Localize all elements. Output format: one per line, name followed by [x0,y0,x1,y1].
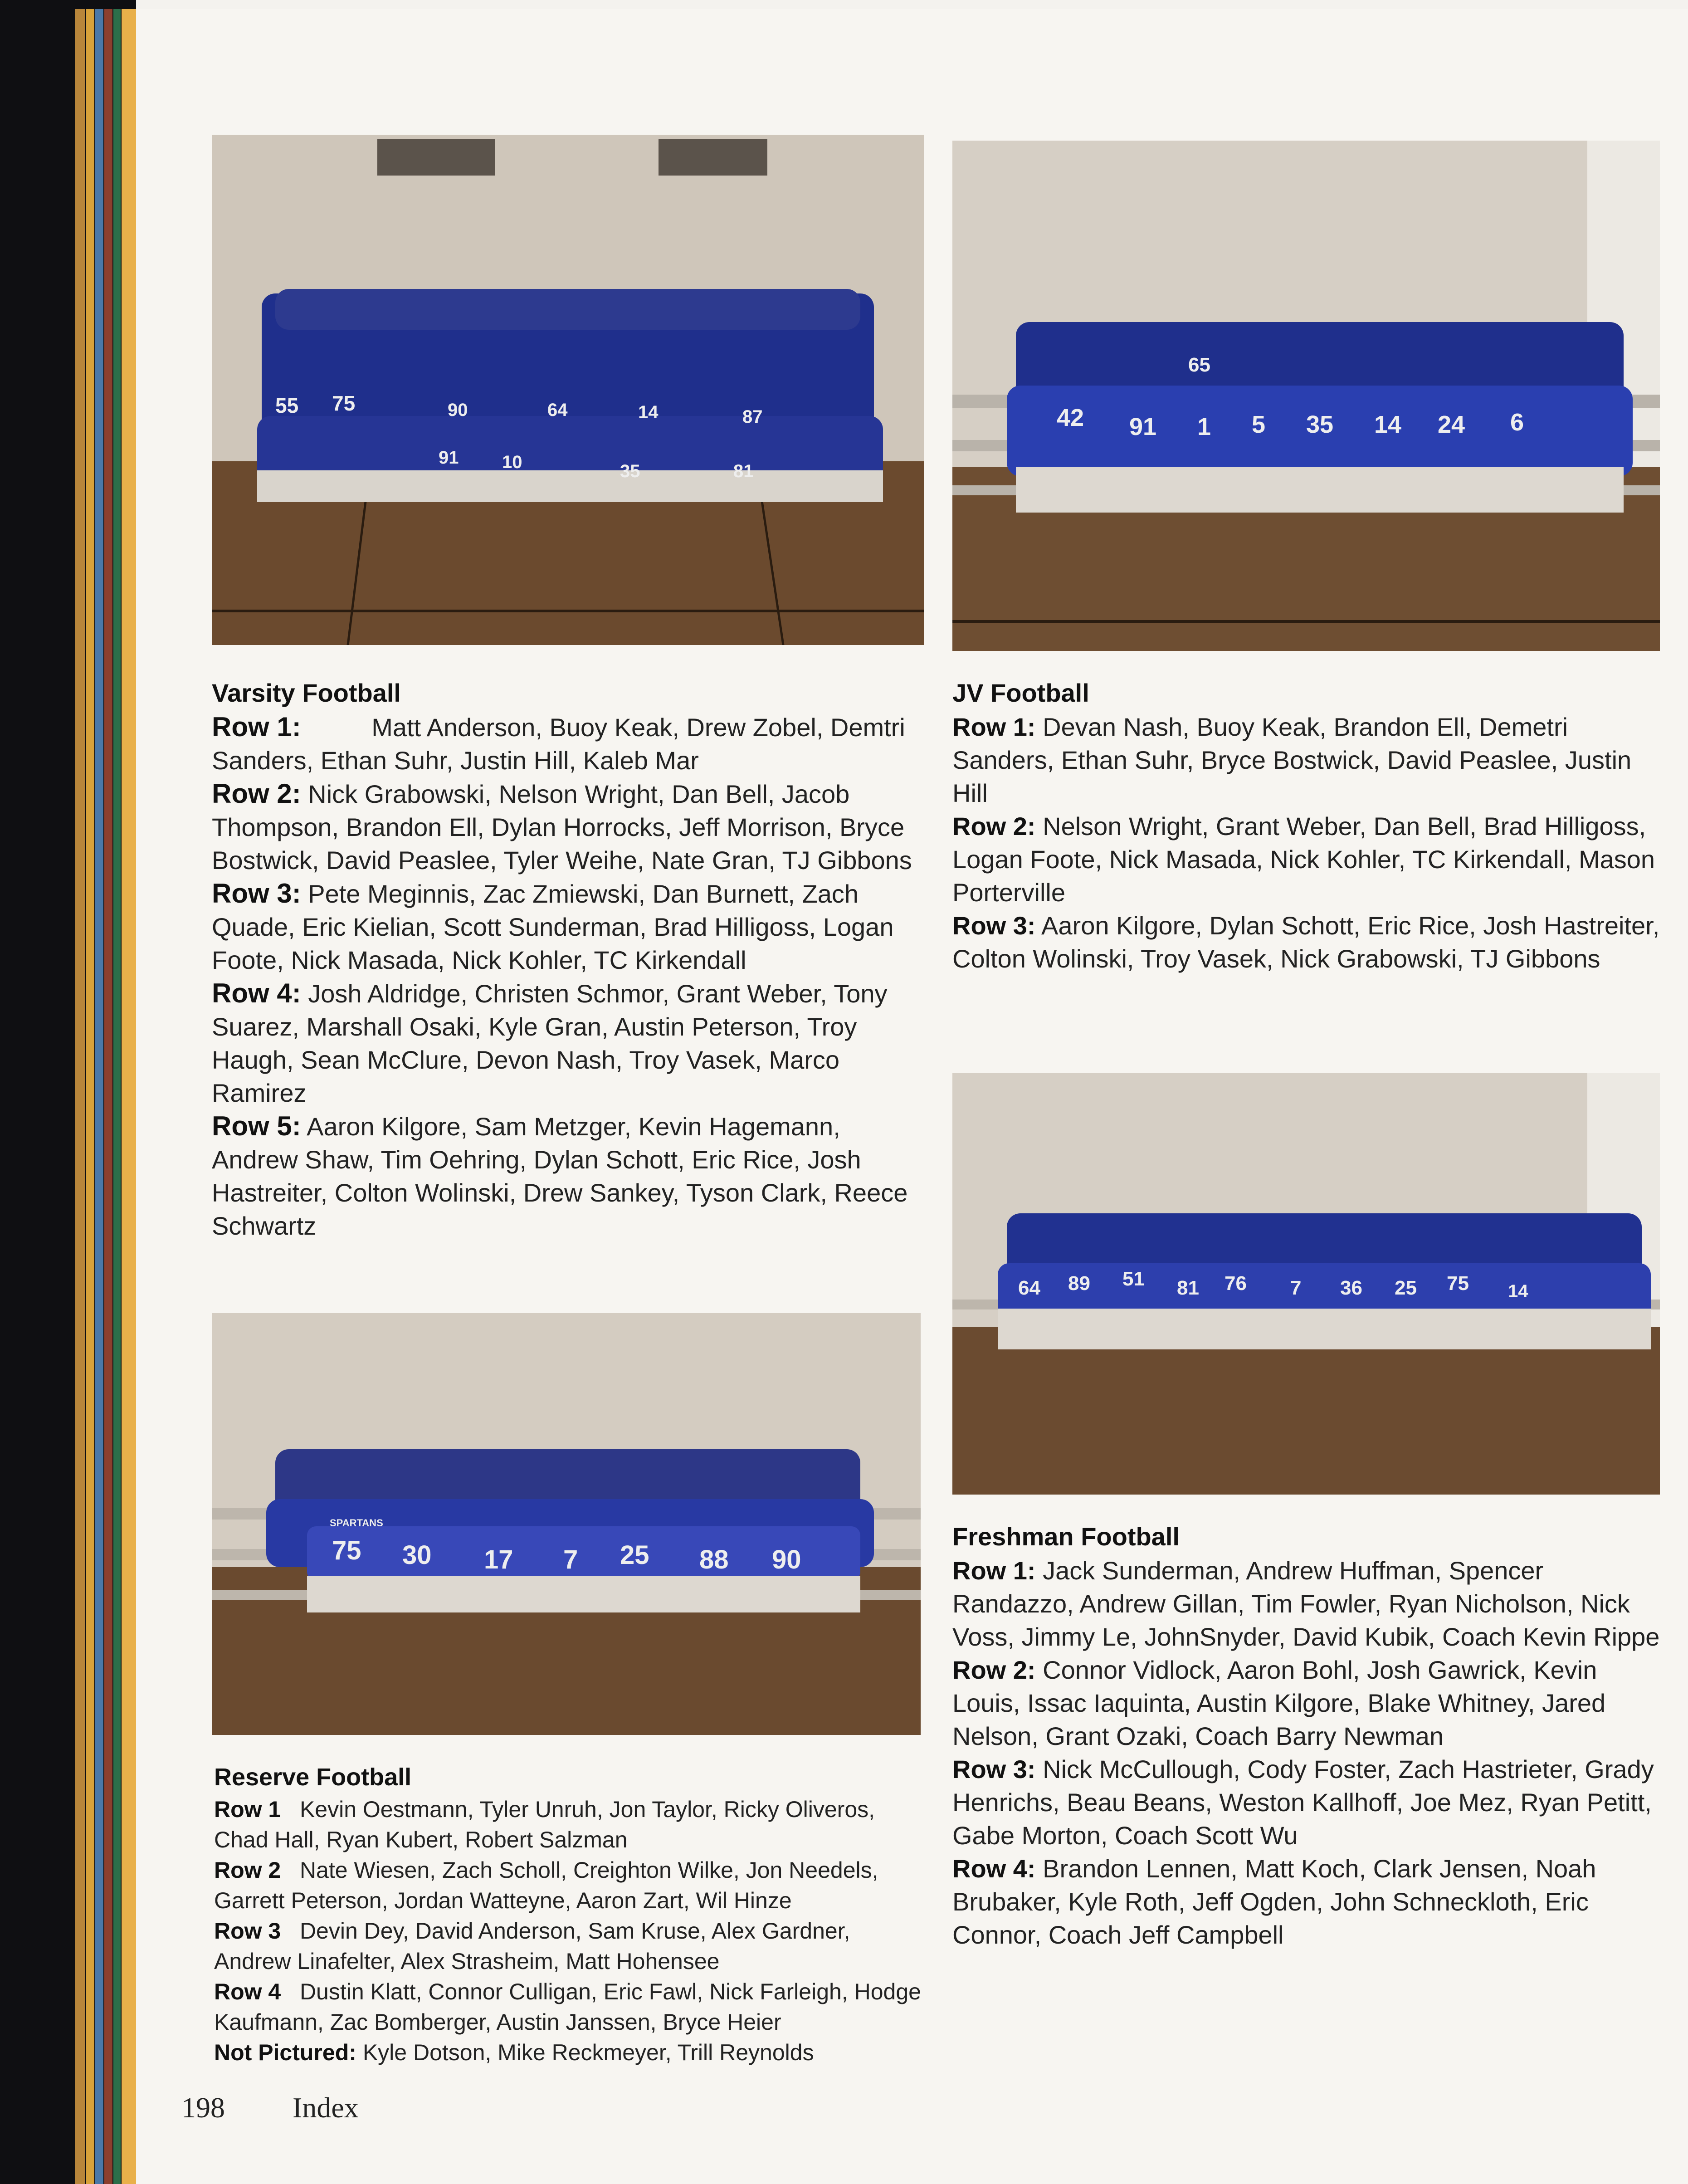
row-label: Row 1 [952,713,1027,741]
row-label: Row 3 [214,1918,281,1944]
jv-team-photo [952,141,1660,651]
jersey-number-label: 81 [733,461,754,481]
row-separator: : [1027,812,1036,840]
row-separator: : [1027,1854,1036,1883]
row-separator: : [292,978,301,1008]
jersey-number-label: 64 [1018,1277,1040,1299]
roster-row [952,1753,1660,1852]
roster-row [212,977,924,1109]
jersey-number-label: 51 [1122,1268,1145,1290]
freshman-title: Freshman Football [952,1522,1180,1551]
jersey-number-label: 42 [1057,404,1084,431]
jersey-number-label: 90 [448,400,468,420]
row-label: Row 2 [214,1857,281,1883]
row-label: Row 2 [952,812,1027,840]
roster-row [952,909,1660,975]
row-label: Row 2 [952,1656,1027,1684]
row-label: Row 4 [212,978,292,1008]
row-separator: : [292,712,301,742]
row-label: Row 2 [212,778,292,809]
row-names: Kevin Oestmann, Tyler Unruh, Jon Taylor, Ricky Oliveros, Chad Hall, Ryan Kubert, Robert Salzman [214,1797,875,1852]
varsity-roster-caption [212,676,924,1242]
jersey-number-label: 14 [1508,1281,1528,1301]
roster-row [952,1852,1660,1951]
roster-row [212,777,924,877]
roster-row [214,1916,922,1977]
jersey-number-label: 91 [1129,413,1157,440]
row-names: Nate Wiesen, Zach Scholl, Creighton Wilke, Jon Needels, Garrett Peterson, Jordan Watteyne, Aaron Zart, Wil Hinze [214,1857,878,1913]
row-names: Nick Grabowski, Nelson Wright, Dan Bell, Jacob Thompson, Brandon Ell, Dylan Horrocks, Jeff Morrison, Bryce Bostwick, David Peaslee, Tyler Weihe, Nate Gran, TJ Gibbons [212,780,912,875]
roster-row [214,1855,922,1916]
row-names: Devin Dey, David Anderson, Sam Kruse, Alex Gardner, Andrew Linafelter, Alex Strasheim, Matt Hohensee [214,1918,850,1974]
page-edge-stripe [86,9,94,2184]
section-label: Index [293,2091,359,2124]
page-edge-stripe [122,9,136,2184]
page-edge-stripe [75,9,85,2184]
roster-row [212,1109,924,1242]
jersey-number-label: 35 [1306,411,1334,438]
row-names: Matt Anderson, Buoy Keak, Drew Zobel, Demtri Sanders, Ethan Suhr, Justin Hill, Kaleb Mar [212,713,905,775]
row-label: Row 3 [212,878,292,909]
jersey-number-label: 5 [1252,411,1266,438]
jersey-number-label: 75 [332,391,356,415]
jersey-number-label: 89 [1068,1272,1090,1295]
jersey-number-label: 14 [1374,411,1402,438]
row-names: Aaron Kilgore, Dylan Schott, Eric Rice, Josh Hastreiter, Colton Wolinski, Troy Vasek, Nick Grabowski, TJ Gibbons [952,911,1660,973]
jersey-number-label: 14 [638,402,659,422]
jersey-number-label: 10 [502,452,522,472]
jersey-number-label: 90 [772,1545,801,1574]
jersey-number-label: 30 [402,1540,432,1570]
jersey-number-label: 75 [1447,1272,1469,1295]
roster-row [214,1794,922,1855]
jersey-number-label: 17 [484,1545,513,1574]
row-names: Aaron Kilgore, Sam Metzger, Kevin Hagemann, Andrew Shaw, Tim Oehring, Dylan Schott, Eric Rice, Josh Hastreiter, Colton Wolinski, Drew Sankey, Tyson Clark, Reece Schwartz [212,1112,908,1240]
reserve-title: Reserve Football [214,1764,412,1791]
row-separator: : [1027,1656,1036,1684]
row-separator: : [1027,713,1036,741]
freshman-team-photo [952,1073,1660,1495]
row-names: Josh Aldridge, Christen Schmor, Grant Weber, Tony Suarez, Marshall Osaki, Kyle Gran, Austin Peterson, Troy Haugh, Sean McClure, Devon Nash, Troy Vasek, Marco Ramirez [212,979,888,1107]
not-pictured-row [214,2037,922,2068]
reserve-team-photo [212,1313,921,1735]
roster-row [952,1554,1660,1653]
jersey-number-label: 25 [1395,1277,1417,1299]
jersey-number-label: 88 [699,1545,729,1574]
roster-row [212,710,924,777]
jersey-number-label: 91 [439,448,459,468]
jersey-number-label: 36 [1340,1277,1362,1299]
roster-row [952,1653,1660,1753]
row-label: Row 4 [952,1854,1027,1883]
row-names: Devan Nash, Buoy Keak, Brandon Ell, Demetri Sanders, Ethan Suhr, Bryce Bostwick, David Peaslee, Justin Hill [952,713,1632,807]
page-edge-stripe [104,9,112,2184]
jersey-number-label: 65 [1188,354,1210,376]
row-label: Row 4 [214,1979,281,2004]
row-names: Pete Meginnis, Zac Zmiewski, Dan Burnett, Zach Quade, Eric Kielian, Scott Sunderman, Brad Hilligoss, Logan Foote, Nick Masada, Nick Kohler, TC Kirkendall [212,879,894,974]
row-label: Row 3 [952,911,1027,940]
page-number: 198 [181,2091,225,2124]
row-names: Jack Sunderman, Andrew Huffman, Spencer Randazzo, Andrew Gillan, Tim Fowler, Ryan Nicholson, Nick Voss, Jimmy Le, JohnSnyder, David Kubik, Coach Kevin Rippe [952,1556,1660,1651]
jersey-number-label: 81 [1177,1277,1199,1299]
roster-row [214,1977,922,2037]
roster-row [952,810,1660,909]
not-pictured-label: Not Pictured: [214,2040,356,2065]
not-pictured-names: Kyle Dotson, Mike Reckmeyer, Trill Reynolds [362,2040,814,2065]
row-names: Nick McCullough, Cody Foster, Zach Hastrieter, Grady Henrichs, Beau Beans, Weston Kallhoff, Joe Mez, Ryan Petitt, Gabe Morton, Coach Scott Wu [952,1755,1654,1850]
row-separator: : [1027,1556,1036,1585]
row-label: Row 1 [952,1556,1027,1585]
varsity-title: Varsity Football [212,679,401,707]
row-names: Nelson Wright, Grant Weber, Dan Bell, Brad Hilligoss, Logan Foote, Nick Masada, Nick Kohler, TC Kirkendall, Mason Porterville [952,812,1655,907]
row-label: Row 1 [214,1797,281,1822]
jv-title: JV Football [952,679,1089,707]
row-separator: : [1027,911,1036,940]
row-label: Row 5 [212,1111,292,1141]
row-separator: : [292,778,301,809]
row-separator: : [292,878,301,909]
row-names: Dustin Klatt, Connor Culligan, Eric Fawl, Nick Farleigh, Hodge Kaufmann, Zac Bomberger, Austin Janssen, Bryce Heier [214,1979,921,2035]
row-separator: : [292,1111,301,1141]
jersey-number-label: 35 [620,461,640,481]
jersey-number-label: 7 [563,1545,578,1574]
page-edge-stripe [113,9,121,2184]
freshman-roster-caption [952,1520,1660,1951]
row-label: Row 1 [212,712,292,742]
row-separator: : [1027,1755,1036,1783]
jersey-number-label: 7 [1290,1277,1302,1299]
jersey-number-label: 75 [332,1536,361,1565]
jv-roster-caption [952,676,1660,975]
row-names: Connor Vidlock, Aaron Bohl, Josh Gawrick, Kevin Louis, Issac Iaquinta, Austin Kilgore, Blake Whitney, Jared Nelson, Grant Ozaki, Coach Barry Newman [952,1656,1606,1750]
jersey-number-label: 55 [275,394,299,417]
jersey-text-label: SPARTANS [330,1517,383,1529]
row-label: Row 3 [952,1755,1027,1783]
jersey-number-label: 1 [1197,413,1211,440]
jersey-number-label: 25 [620,1540,649,1570]
roster-row [952,710,1660,810]
jersey-number-label: 76 [1225,1272,1247,1295]
jersey-number-label: 6 [1510,409,1524,436]
jersey-number-label: 24 [1438,411,1465,438]
varsity-team-photo [212,135,924,645]
row-names: Brandon Lennen, Matt Koch, Clark Jensen, Noah Brubaker, Kyle Roth, Jeff Ogden, John Schneckloth, Eric Connor, Coach Jeff Campbell [952,1854,1596,1949]
reserve-roster-caption [214,1760,922,2068]
jersey-number-label: 64 [547,400,568,420]
jersey-number-label: 87 [742,407,763,427]
page-edge-stripe [95,9,103,2184]
roster-row [212,877,924,977]
